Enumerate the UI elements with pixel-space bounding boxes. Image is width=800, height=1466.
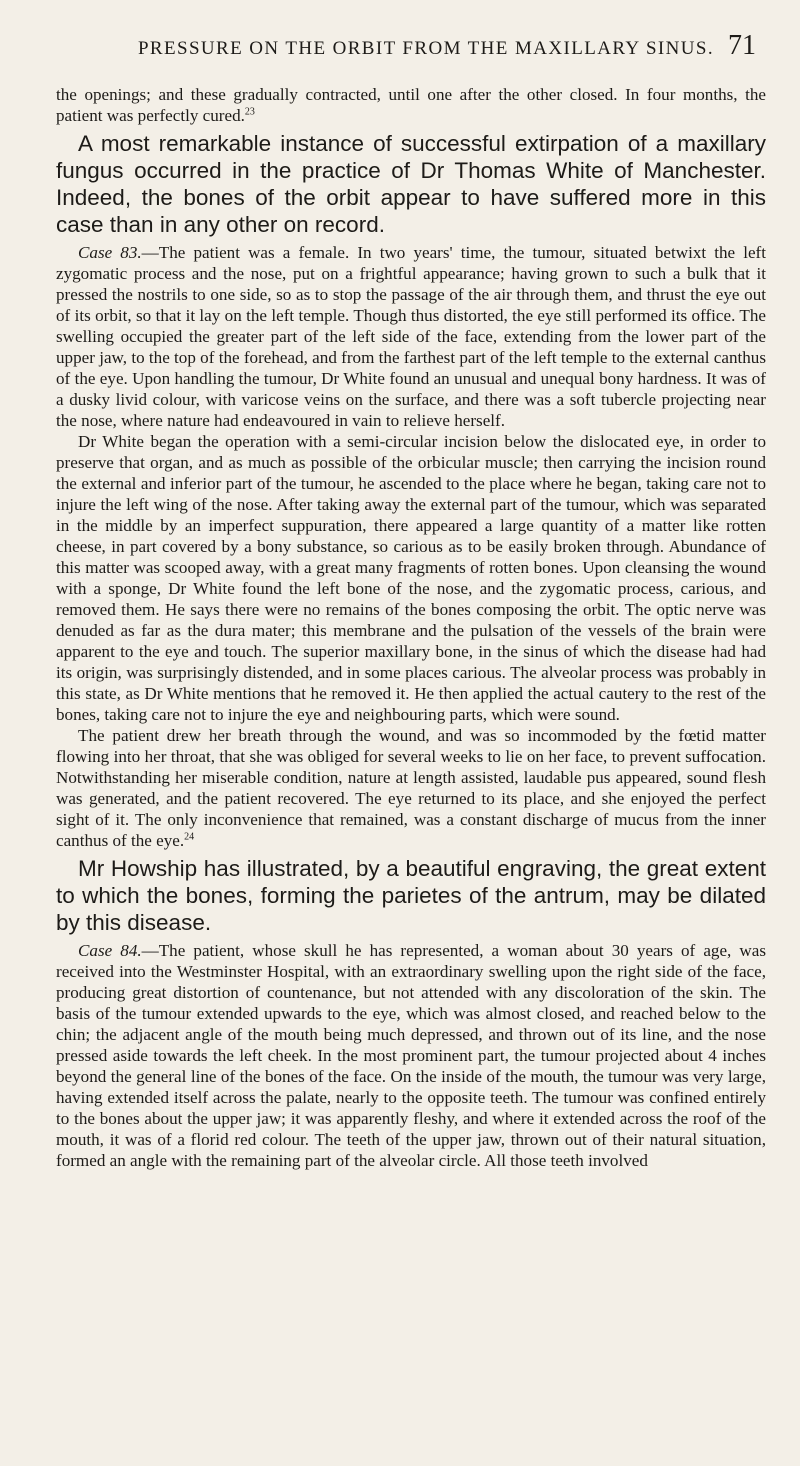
paragraph-text: The patient drew her breath through the wound, and was so incommoded by the fœtid matter flowing into her throat, that she was obliged for several weeks to lie on her face, to prevent suffocation. Notwithstanding her miserable condition, nature at length assisted, laudable pus appeared, sound flesh was generated, and the patient recovered. The eye returned to its place, and she enjoyed the perfect sight of it. The only inconvenience that remained, was a constant discharge of mucus from the inner canthus of the eye. — [56, 726, 766, 850]
case-label: Case 84. — [78, 941, 142, 960]
paragraph-howship-intro: Mr Howship has illustrated, by a beautiful engraving, the great extent to which the bones, forming the parietes of the antrum, may be dilated by this disease. — [56, 856, 766, 935]
paragraph-case-84 — [56, 940, 766, 1171]
footnote-ref: 23 — [244, 106, 255, 118]
case-text: —The patient, whose skull he has represented, a woman about 30 years of age, was received into the Westminster Hospital, with an extraordinary swelling upon the right side of the face, producing great distortion of countenance, but not attended with any discoloration of the skin. The basis of the tumour extended upwards to the eye, which was almost closed, and reached below to the chin; the adjacent angle of the mouth being much depressed, and thrown out of its line, and the nose pressed aside towards the left cheek. In the most prominent part, the tumour projected about 4 inches beyond the general line of the bones of the face. On the inside of the mouth, the tumour was very large, having extended itself across the palate, nearly to the opposite teeth. The tumour was confined entirely to the bones about the upper jaw; it was apparently fleshy, and where it extended across the roof of the mouth, it was of a florid red colour. The teeth of the upper jaw, thrown out of their natural situation, formed an angle with the remaining part of the alveolar circle. All those teeth involved — [56, 941, 766, 1170]
paragraph-recovery — [56, 725, 766, 851]
page-number: 71 — [728, 30, 756, 61]
case-label: Case 83. — [78, 243, 142, 262]
running-head: PRESSURE ON THE ORBIT FROM THE MAXILLARY SINUS. — [137, 38, 714, 59]
paragraph-white-intro: A most remarkable instance of successful extirpation of a maxillary fungus occurred in the practice of Dr Thomas White of Manchester. Indeed, the bones of the orbit appear to have suffered more in this case than in any other on record. — [56, 131, 766, 237]
page-header — [56, 30, 766, 62]
paragraph-closing-case-82 — [56, 84, 766, 126]
paragraph-operation: Dr White began the operation with a semi-circular incision below the dislocated eye, in order to preserve that organ, and as much as possible of the orbicular muscle; then carrying the incision round the external and inferior part of the tumour, he ascended to the place where he began, taking care not to injure the left wing of the nose. After taking away the external part of the tumour, which was separated in the middle by an imperfect suppuration, there appeared a large quantity of a matter like rotten cheese, in part covered by a bony substance, so carious as to be easily broken through. Abundance of this matter was scooped away, with a great many fragments of rotten bones. Upon cleansing the wound with a sponge, Dr White found the left bone of the nose, and the zygomatic process, carious, and removed them. He says there were no remains of the bones composing the orbit. The optic nerve was denuded as far as the dura mater; this membrane and the pulsation of the vessels of the brain were apparent to the eye and touch. The superior maxillary bone, in the sinus of which the disease had had its origin, was surprisingly distended, and in some places carious. The alveolar process was probably in this state, as Dr White mentions that he removed it. He then applied the actual cautery to the rest of the bones, taking care not to injure the eye and neighbouring parts, which were sound. — [56, 432, 766, 724]
paragraph-case-83 — [56, 242, 766, 431]
footnote-ref: 24 — [184, 831, 195, 843]
case-text: —The patient was a female. In two years' time, the tumour, situated betwixt the left zygomatic process and the nose, put on a frightful appearance; having grown to such a bulk that it pressed the nostrils to one side, so as to stop the passage of the air through them, and thrust the eye out of its orbit, so that it lay on the left temple. Though thus distorted, the eye still performed its office. The swelling occupied the greater part of the left side of the face, extending from the lower part of the upper jaw, to the top of the forehead, and from the farthest part of the left temple to the external canthus of the eye. Upon handling the tumour, Dr White found an unusual and unequal bony hardness. It was of a dusky livid colour, with varicose veins on the surface, and there was a soft tubercle projecting near the nose, where nature had endeavoured in vain to relieve herself. — [56, 243, 766, 430]
paragraph-text: the openings; and these gradually contracted, until one after the other closed. In four months, the patient was perfectly cured. — [56, 85, 766, 125]
